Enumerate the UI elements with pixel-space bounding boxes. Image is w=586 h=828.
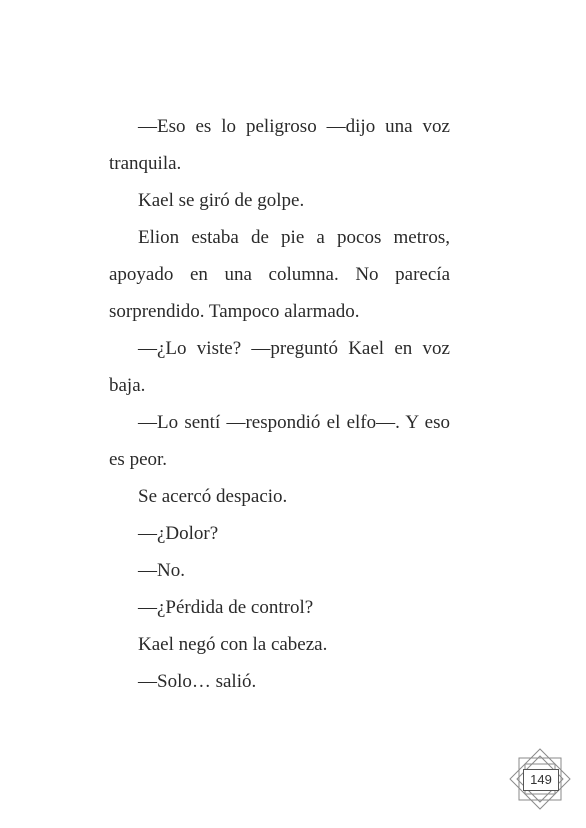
paragraph-4: —¿Lo viste? —preguntó Kael en voz baja. [109,338,450,396]
paragraph-7: —¿Dolor? [138,523,219,544]
body-text [109,108,450,700]
paragraph-3: Elion estaba de pie a pocos metros, apoyado en una columna. No parecía sorprendido. Tampoco alarmado. [109,227,450,322]
paragraph-9: —¿Pérdida de control? [138,597,314,618]
paragraph-6: Se acercó despacio. [138,486,288,507]
paragraph-8: —No. [138,560,185,581]
paragraph-2: Kael se giró de golpe. [138,190,305,211]
page-number-ornament [509,748,571,810]
paragraph-1: —Eso es lo peligroso —dijo una voz tranquila. [109,116,450,174]
paragraph-10: Kael negó con la cabeza. [138,634,328,655]
paragraph-11: —Solo… salió. [138,671,257,692]
paragraph-5: —Lo sentí —respondió el elfo—. Y eso es peor. [109,412,450,470]
page-number: 149 [523,769,559,791]
